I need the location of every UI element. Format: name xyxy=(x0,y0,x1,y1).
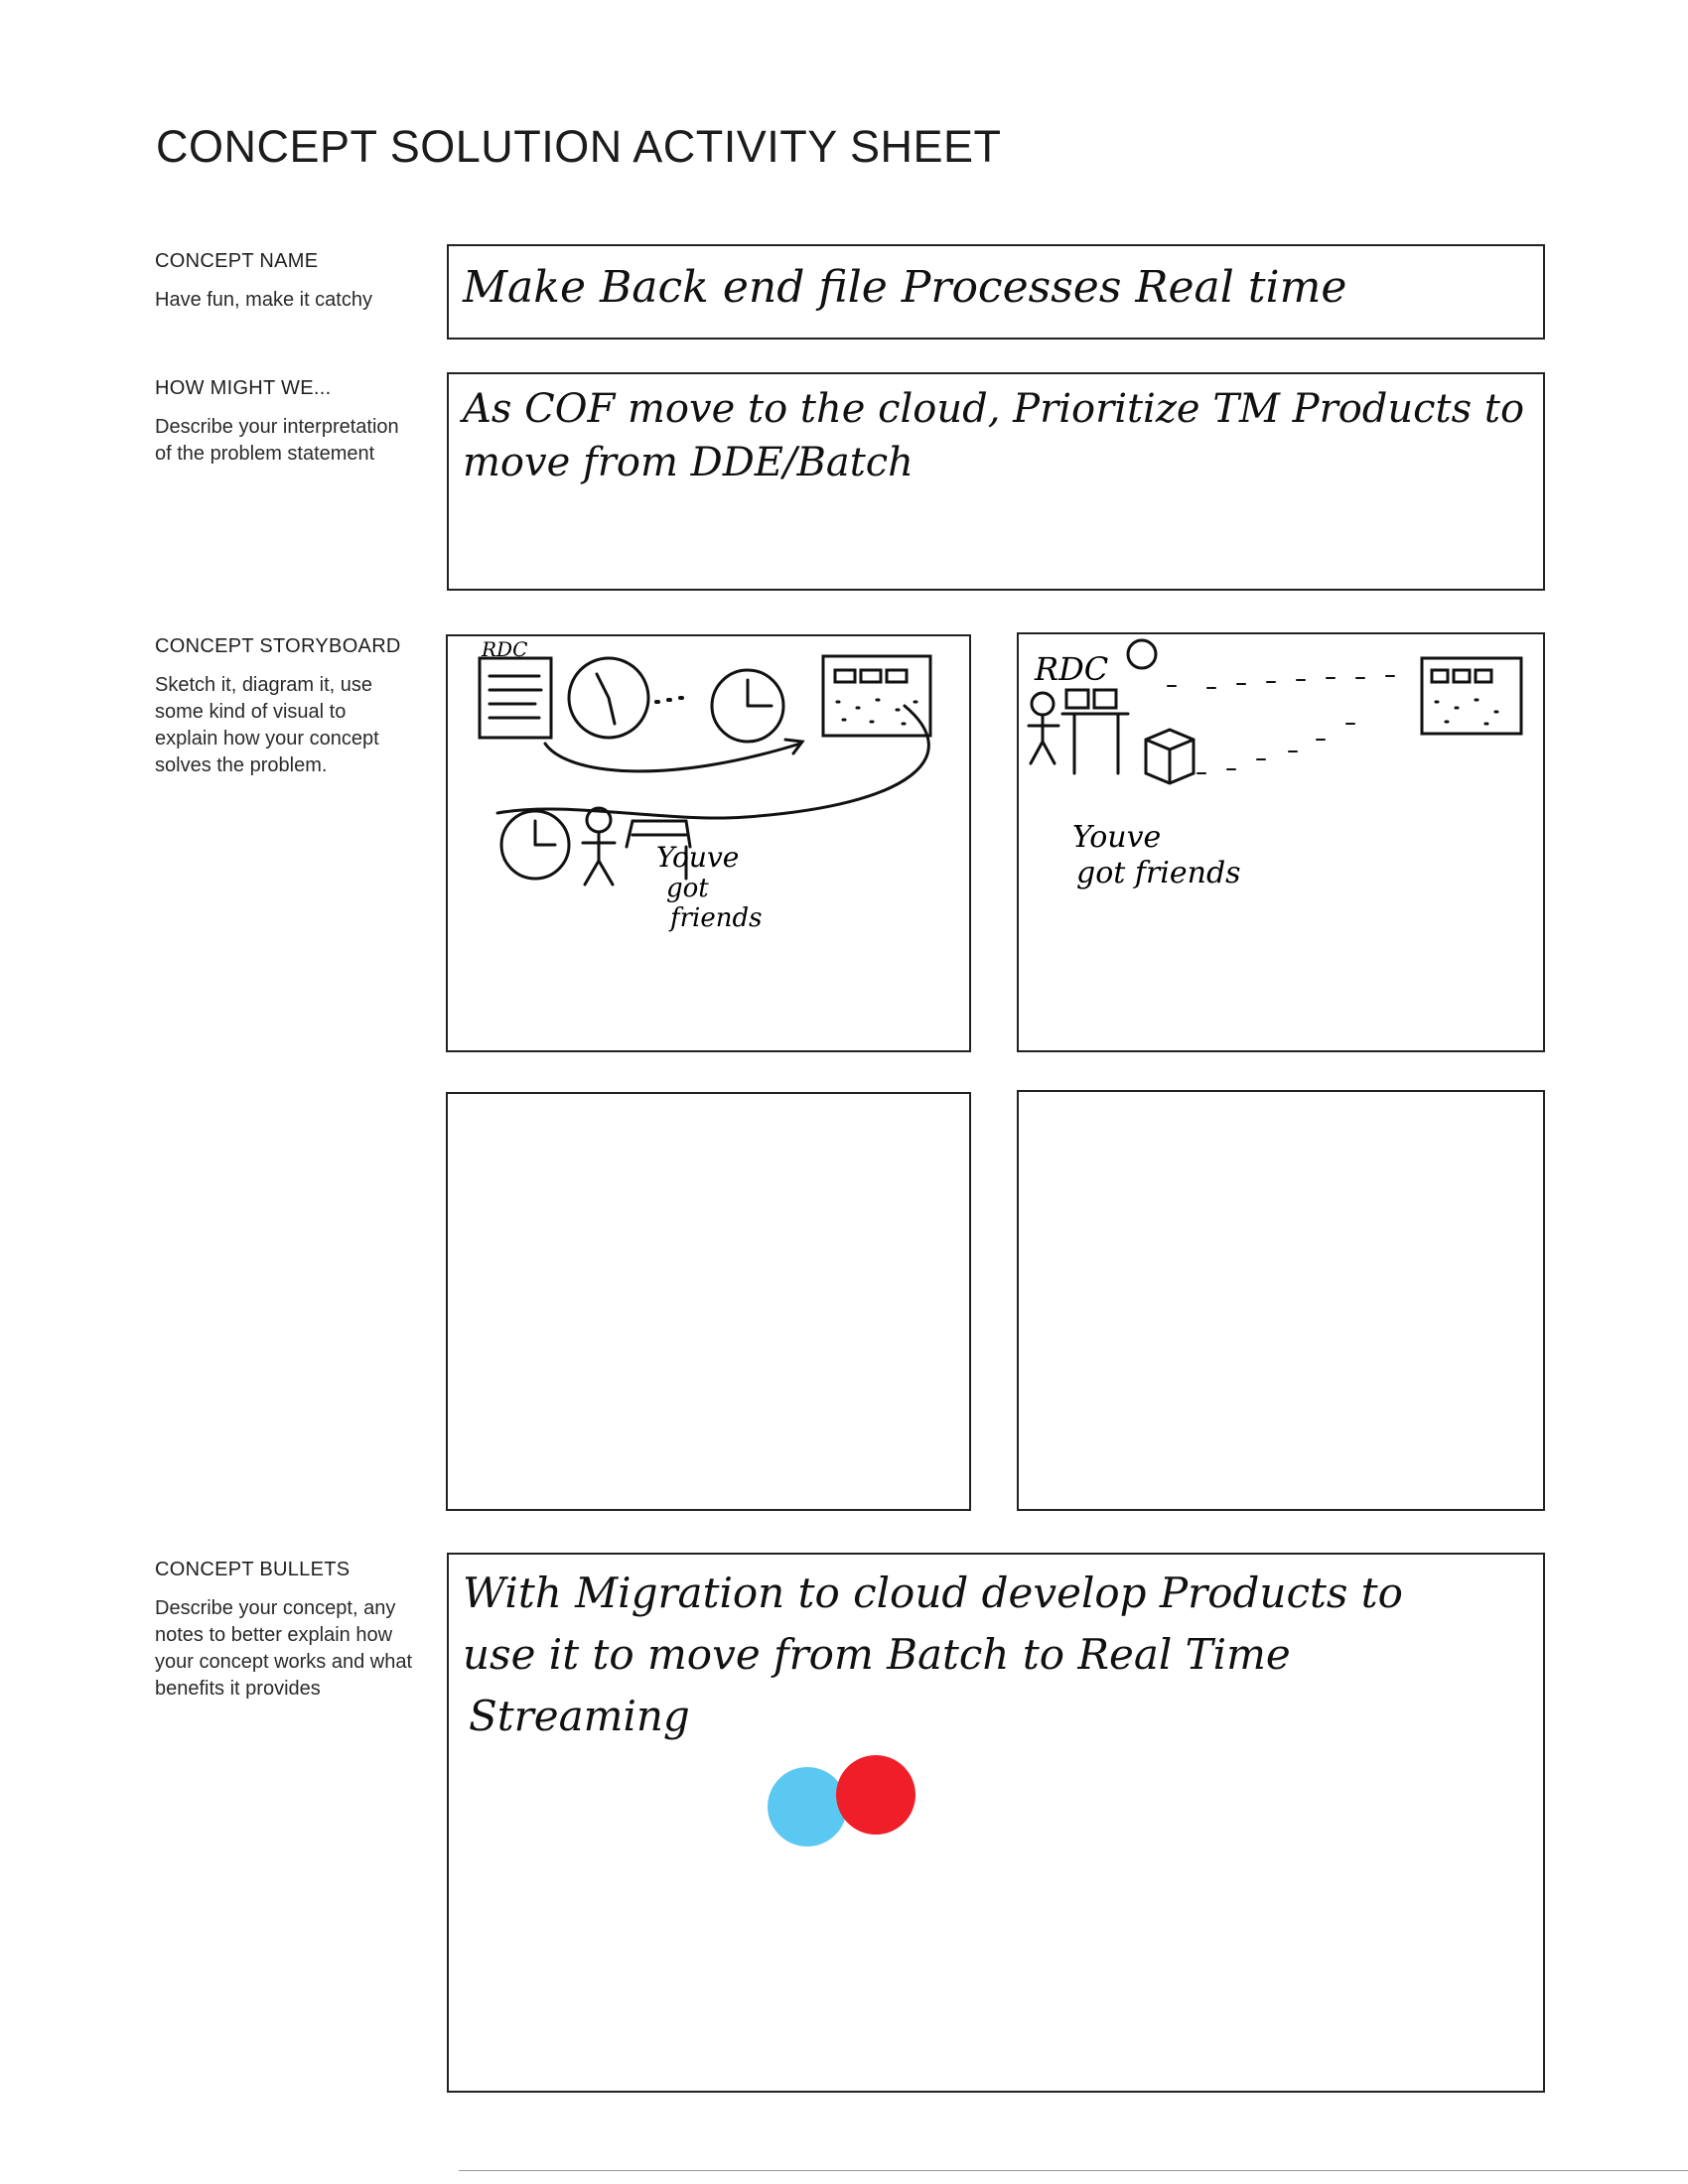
person-sketch-2 xyxy=(1032,693,1054,715)
panel1-caption-2: got xyxy=(666,874,709,903)
storyboard-sketch-2 xyxy=(1019,634,1543,1050)
panel1-caption-3: friends xyxy=(670,903,763,933)
concept-name-heading: CONCEPT NAME xyxy=(155,250,319,272)
panel2-caption-1: Youve xyxy=(1072,820,1162,855)
storyboard-heading: CONCEPT STORYBOARD xyxy=(155,635,401,657)
bullets-label xyxy=(155,1559,413,1703)
bullets-heading: CONCEPT BULLETS xyxy=(155,1559,351,1580)
how-might-we-handwriting-line2: move from DDE/Batch xyxy=(463,440,914,485)
concept-name-description: Have fun, make it catchy xyxy=(155,289,372,311)
how-might-we-handwriting-line1: As COF move to the cloud, Prioritize TM Products to xyxy=(463,386,1525,432)
sheet-title: CONCEPT SOLUTION ACTIVITY SHEET xyxy=(156,121,1002,172)
bullets-handwriting-line3: Streaming xyxy=(469,1692,690,1740)
bullets-handwriting-line2: use it to move from Batch to Real Time xyxy=(463,1630,1291,1679)
bullets-box[interactable] xyxy=(447,1553,1545,2093)
panel2-label: RDC xyxy=(1035,650,1109,688)
document-sketch xyxy=(480,658,551,738)
panel1-label: RDC xyxy=(482,637,528,661)
storyboard-description: Sketch it, diagram it, use some kind of visual to explain how your concept solves the problem. xyxy=(155,674,379,776)
panel2-caption-2: got friends xyxy=(1076,856,1241,890)
arrow-sketch xyxy=(545,744,800,771)
concept-name-label xyxy=(155,250,413,314)
how-might-we-label xyxy=(155,377,413,468)
bottom-edge-line xyxy=(459,2170,1688,2171)
storyboard-panel-1[interactable] xyxy=(446,634,971,1052)
how-might-we-heading: HOW MIGHT WE... xyxy=(155,377,332,399)
red-dot-sticker xyxy=(836,1755,915,1835)
blue-dot-sticker xyxy=(768,1767,847,1846)
panel1-caption-1: Youve xyxy=(656,841,740,874)
screen-sketch xyxy=(823,656,930,736)
storyboard-panel-3[interactable] xyxy=(446,1092,971,1511)
storyboard-panel-4[interactable] xyxy=(1017,1090,1545,1511)
storyboard-label xyxy=(155,635,413,779)
how-might-we-description: Describe your interpretation of the problem statement xyxy=(155,416,399,465)
how-might-we-box[interactable] xyxy=(447,372,1545,591)
concept-name-handwriting: Make Back end file Processes Real time xyxy=(463,262,1347,313)
bullets-handwriting-line1: With Migration to cloud develop Products to xyxy=(463,1569,1403,1617)
concept-name-box[interactable] xyxy=(447,244,1545,340)
storyboard-panel-2[interactable] xyxy=(1017,632,1545,1052)
storyboard-sketch-1 xyxy=(448,636,969,1050)
bullets-description: Describe your concept, any notes to better explain how your concept works and what benefits it provides xyxy=(155,1597,413,1700)
